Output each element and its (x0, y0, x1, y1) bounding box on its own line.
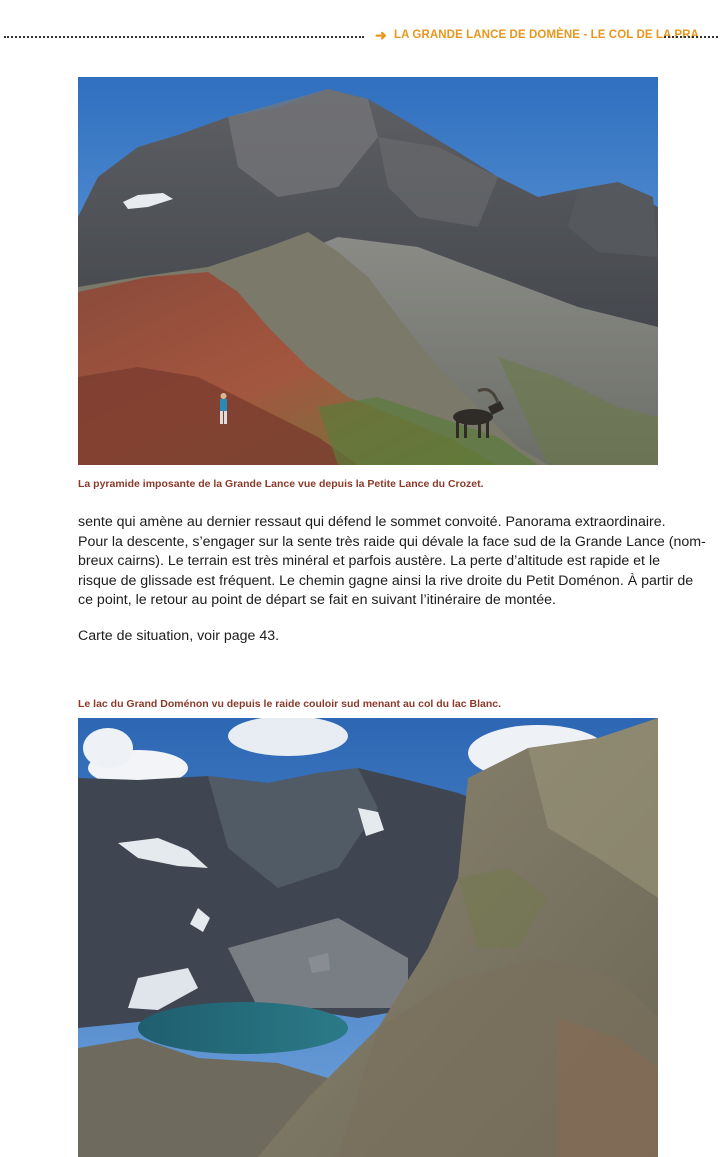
header-dotted-rule-right (664, 36, 718, 38)
photo-lac-grand-domenon (78, 718, 658, 1157)
header-dotted-rule-left (4, 36, 364, 38)
body-line: ce point, le retour au point de départ se fait en suivant l’itinéraire de montée. (78, 592, 556, 609)
photo-grande-lance (78, 77, 658, 465)
arrow-right-icon: ➜ (375, 27, 387, 43)
body-line: Pour la descente, s’engager sur la sente très raide qui dévale la face sud de la Grande Lance (nom- (78, 533, 706, 550)
photo-caption-top: La pyramide imposante de la Grande Lance vue depuis la Petite Lance du Crozet. (78, 478, 484, 490)
photo-caption-bottom: Le lac du Grand Doménon vu depuis le raide couloir sud menant au col du lac Blanc. (78, 698, 501, 710)
body-paragraph (78, 513, 706, 611)
body-line: breux cairns). Le terrain est très minéral et parfois austère. La perte d’altitude est rapide et le (78, 553, 660, 570)
body-line: sente qui amène au dernier ressaut qui défend le sommet convoité. Panorama extraordinaire. (78, 514, 666, 530)
map-reference: Carte de situation, voir page 43. (78, 628, 280, 644)
running-header-title: LA GRANDE LANCE DE DOMÈNE - LE COL DE LA PRA (394, 29, 699, 41)
body-line: risque de glissade est fréquent. Le chemin gagne ainsi la rive droite du Petit Doménon. À partir de (78, 572, 694, 589)
